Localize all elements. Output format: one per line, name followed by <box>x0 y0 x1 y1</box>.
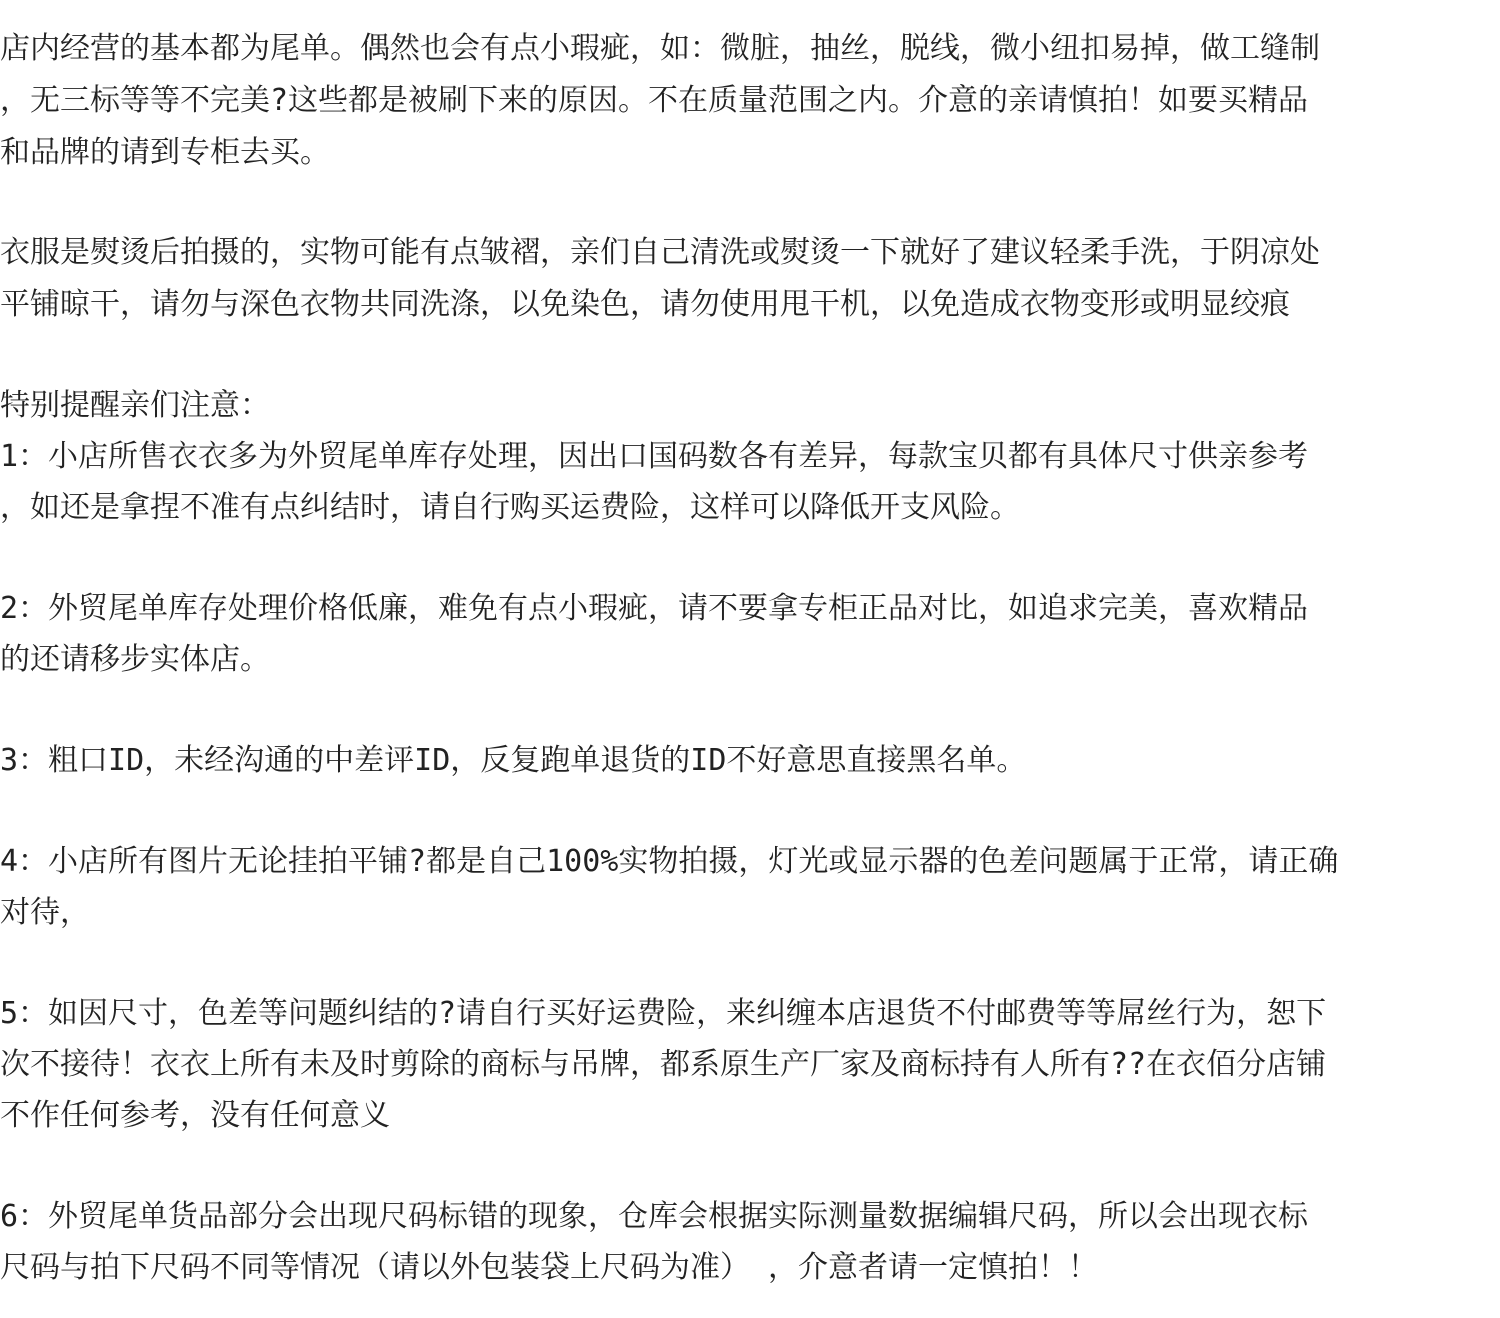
text-line: 衣服是熨烫后拍摄的，实物可能有点皱褶，亲们自己清洗或熨烫一下就好了建议轻柔手洗，于阴凉处 <box>0 235 1320 270</box>
text-line: 次不接待！衣衣上所有未及时剪除的商标与吊牌，都系原生产厂家及商标持有人所有??在衣佰分店铺 <box>0 1047 1327 1082</box>
text-line: 6：外贸尾单货品部分会出现尺码标错的现象，仓库会根据实际测量数据编辑尺码，所以会出现衣标 <box>0 1199 1309 1234</box>
text-line: 4：小店所有图片无论挂拍平铺?都是自己100%实物拍摄，灯光或显示器的色差问题属于正常，请正确 <box>0 844 1339 879</box>
text-line: ，如还是拿捏不准有点纠结时，请自行购买运费险，这样可以降低开支风险。 <box>0 490 1020 525</box>
text-line: 和品牌的请到专柜去买。 <box>0 135 330 170</box>
text-line: 店内经营的基本都为尾单。偶然也会有点小瑕疵，如：微脏，抽丝，脱线，微小纽扣易掉，做工缝制 <box>0 31 1320 66</box>
text-line: 尺码与拍下尺码不同等情况（请以外包装袋上尺码为准） ，介意者请一定慎拍！！ <box>0 1250 1099 1285</box>
text-line: 对待， <box>0 895 90 930</box>
text-line: 3：粗口ID，未经沟通的中差评ID，反复跑单退货的ID不好意思直接黑名单。 <box>0 743 1027 778</box>
text-line: 平铺晾干，请勿与深色衣物共同洗涤，以免染色，请勿使用甩干机，以免造成衣物变形或明显绞痕 <box>0 287 1290 322</box>
text-line: ，无三标等等不完美?这些都是被刷下来的原因。不在质量范围之内。介意的亲请慎拍！如要买精品 <box>0 83 1309 118</box>
text-line: 的还请移步实体店。 <box>0 642 270 677</box>
text-line: 2：外贸尾单库存处理价格低廉，难免有点小瑕疵，请不要拿专柜正品对比，如追求完美，喜欢精品 <box>0 591 1309 626</box>
text-line: 不作任何参考，没有任何意义 <box>0 1098 390 1133</box>
text-line: 5：如因尺寸，色差等问题纠结的?请自行买好运费险，来纠缠本店退货不付邮费等等屌丝行为，恕下 <box>0 996 1327 1031</box>
section-heading: 特别提醒亲们注意： <box>0 388 270 423</box>
text-line: 1：小店所售衣衣多为外贸尾单库存处理，因出口国码数各有差异，每款宝贝都有具体尺寸供亲参考 <box>0 439 1309 474</box>
